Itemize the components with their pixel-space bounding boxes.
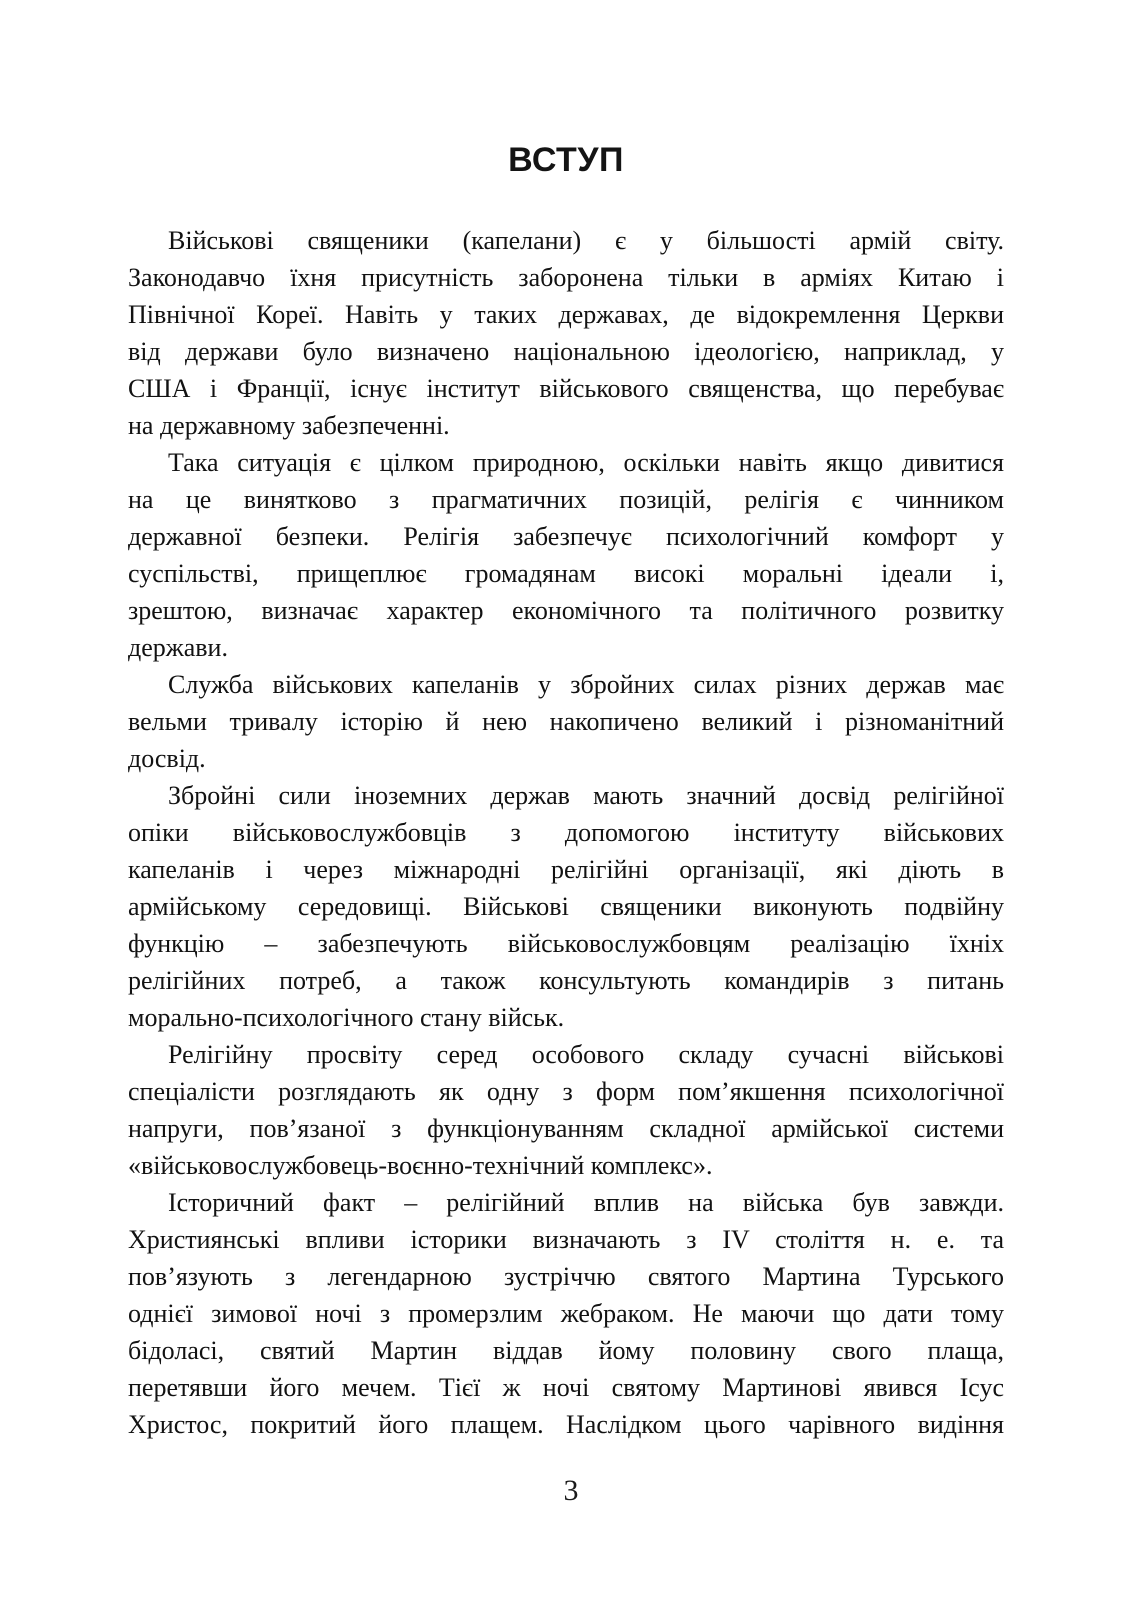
text-line: від держави було визначено національною ідеологією, наприклад, у bbox=[128, 337, 1004, 366]
text-line: Христос, покритий його плащем. Наслідком цього чарівного видіння bbox=[128, 1410, 1004, 1439]
text-line: Служба військових капеланів у збройних силах різних держав має bbox=[168, 670, 1004, 699]
text-line: США і Франції, існує інститут військового священства, що перебуває bbox=[128, 374, 1004, 403]
text-line: суспільстві, прищеплює громадянам високі моральні ідеали і, bbox=[128, 559, 1004, 588]
text-line: зрештою, визначає характер економічного та політичного розвитку bbox=[128, 596, 1004, 625]
text-line: функцію – забезпечують військовослужбовцям реалізацію їхніх bbox=[128, 929, 1004, 958]
body-text bbox=[128, 222, 1004, 1443]
text-line: Збройні сили іноземних держав мають значний досвід релігійної bbox=[168, 781, 1004, 810]
text-line: релігійних потреб, а також консультують командирів з питань bbox=[128, 966, 1004, 995]
page-number: 3 bbox=[563, 1474, 579, 1507]
text-line: спеціалісти розглядають як одну з форм пом’якшення психологічної bbox=[128, 1077, 1004, 1106]
text-line: Історичний факт – релігійний вплив на війська був завжди. bbox=[168, 1188, 1004, 1217]
text-line: капеланів і через міжнародні релігійні організації, які діють в bbox=[128, 855, 1004, 884]
text-line: Військові священики (капелани) є у більшості армій світу. bbox=[168, 226, 1004, 255]
text-line: вельми тривалу історію й нею накопичено великий і різноманітний bbox=[128, 707, 1004, 736]
text-line: однієї зимової ночі з промерзлим жебраком. Не маючи що дати тому bbox=[128, 1299, 1004, 1328]
text-line: на це винятково з прагматичних позицій, релігія є чинником bbox=[128, 485, 1004, 514]
text-line: армійському середовищі. Військові священики виконують подвійну bbox=[128, 892, 1004, 921]
text-line: державної безпеки. Релігія забезпечує психологічний комфорт у bbox=[128, 522, 1004, 551]
text-line: держави. bbox=[128, 633, 228, 662]
page-title: ВСТУП bbox=[508, 141, 624, 179]
text-line: Така ситуація є цілком природною, оскільки навіть якщо дивитися bbox=[168, 448, 1004, 477]
text-line: «військовослужбовець-воєнно-технічний комплекс». bbox=[128, 1151, 713, 1180]
text-line: досвід. bbox=[128, 744, 206, 773]
text-line: Законодавчо їхня присутність заборонена тільки в арміях Китаю і bbox=[128, 263, 1004, 292]
text-line: перетявши його мечем. Тієї ж ночі святому Мартинові явився Ісус bbox=[128, 1373, 1004, 1402]
text-line: опіки військовослужбовців з допомогою інституту військових bbox=[128, 818, 1004, 847]
text-line: пов’язують з легендарною зустріччю святого Мартина Турського bbox=[128, 1262, 1004, 1291]
text-line: на державному забезпеченні. bbox=[128, 411, 450, 440]
text-line: напруги, пов’язаної з функціонуванням складної армійської системи bbox=[128, 1114, 1004, 1143]
text-line: Релігійну просвіту серед особового складу сучасні військові bbox=[168, 1040, 1004, 1069]
text-line: бідоласі, святий Мартин віддав йому половину свого плаща, bbox=[128, 1336, 1004, 1365]
text-line: морально-психологічного стану військ. bbox=[128, 1003, 565, 1032]
text-line: Північної Кореї. Навіть у таких державах, де відокремлення Церкви bbox=[128, 300, 1004, 329]
text-line: Християнські впливи історики визначають з IV століття н. е. та bbox=[128, 1225, 1004, 1254]
